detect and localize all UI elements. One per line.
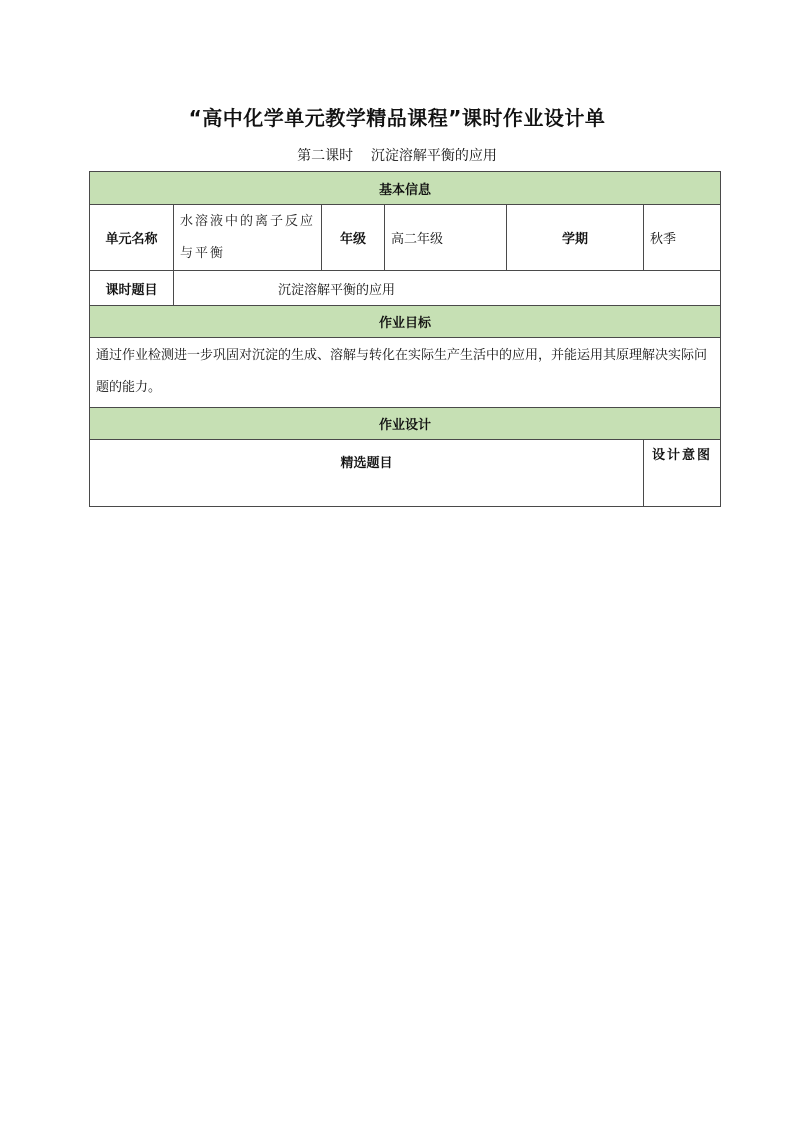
- unit-name-value: 水溶液中的离子反应与平衡: [174, 205, 322, 271]
- goal-text-row: [90, 338, 721, 408]
- goal-text: 通过作业检测进一步巩固对沉淀的生成、溶解与转化在实际生产生活中的应用，并能运用其原理解决实际问题的能力。: [90, 338, 721, 408]
- topic-label: 课时题目: [90, 271, 174, 306]
- design-section-label: 作业设计: [90, 408, 721, 440]
- topic-value: 沉淀溶解平衡的应用: [174, 271, 721, 306]
- goal-header-row: [90, 306, 721, 338]
- term-value: 秋季: [644, 205, 721, 271]
- grade-value: 高二年级: [385, 205, 507, 271]
- basic-info-section-label: 基本信息: [90, 172, 721, 205]
- design-content-row: [90, 440, 721, 507]
- homework-design-table: [89, 171, 721, 507]
- topic-row: [90, 271, 721, 306]
- design-header-row: [90, 408, 721, 440]
- design-intent-label: 设计意图: [644, 440, 721, 507]
- unit-name-label: 单元名称: [90, 205, 174, 271]
- selected-questions-label: 精选题目: [90, 440, 644, 507]
- unit-info-row: [90, 205, 721, 271]
- lesson-subtitle: 第二课时 沉淀溶解平衡的应用: [297, 148, 497, 164]
- term-label: 学期: [507, 205, 644, 271]
- page-title: “高中化学单元教学精品课程”课时作业设计单: [188, 106, 606, 130]
- grade-label: 年级: [322, 205, 385, 271]
- basic-info-header-row: [90, 172, 721, 205]
- goal-section-label: 作业目标: [90, 306, 721, 338]
